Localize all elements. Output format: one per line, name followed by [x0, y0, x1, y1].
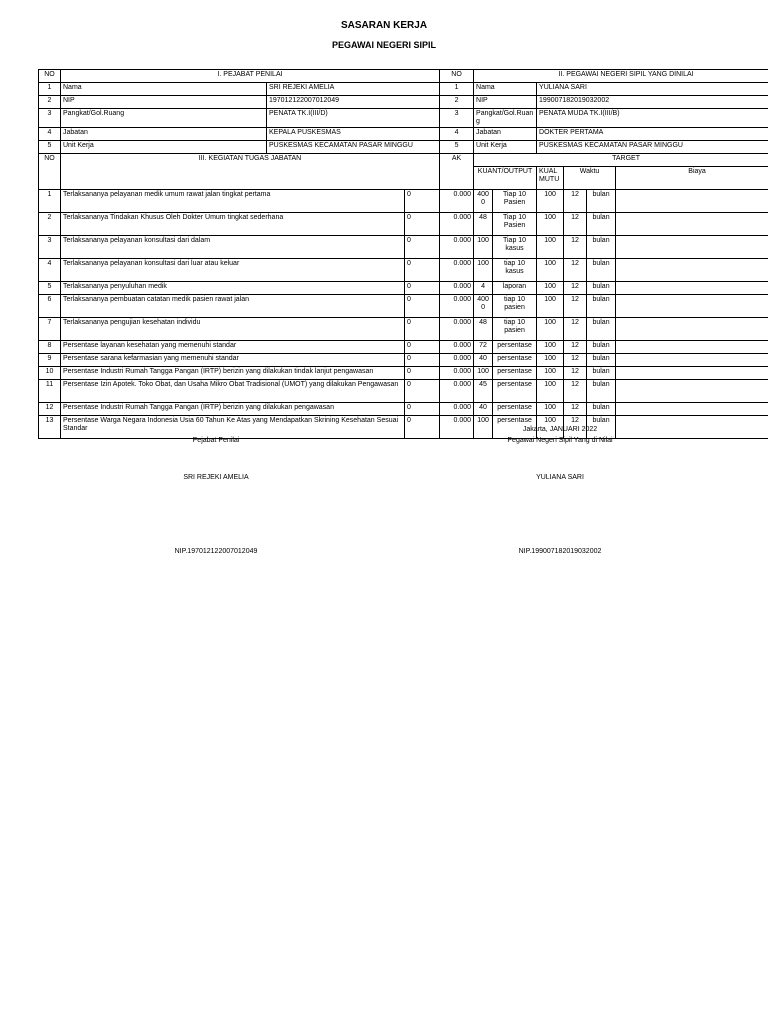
activity-no-header: NO — [39, 154, 61, 190]
identity-row-label-right: Unit Kerja — [474, 141, 537, 154]
identity-row-no: 1 — [39, 83, 61, 96]
activity-output-unit: persentase — [493, 416, 537, 439]
activity-no: 3 — [39, 236, 61, 259]
activity-cost — [616, 403, 768, 416]
work-target-table — [38, 69, 768, 439]
activity-quantity: 4000 — [474, 295, 493, 318]
identity-row-no-right: 1 — [440, 83, 474, 96]
activity-description: Terlaksananya penyuluhan medik — [61, 282, 405, 295]
activity-row — [39, 259, 768, 282]
activity-ak: 0.000 — [440, 259, 474, 282]
identity-row-label-right: NIP — [474, 96, 537, 109]
pns-dinilai-value: YULIANA SARI — [537, 83, 768, 96]
activity-row — [39, 403, 768, 416]
pns-dinilai-name: YULIANA SARI — [536, 474, 584, 481]
activity-quantity: 4 — [474, 282, 493, 295]
kuant-output-header: KUANT/OUTPUT — [474, 167, 537, 190]
pejabat-penilai-name: SRI REJEKI AMELIA — [183, 474, 249, 481]
activity-time: 12 — [564, 318, 587, 341]
activity-quality: 100 — [537, 354, 564, 367]
activity-time: 12 — [564, 354, 587, 367]
identity-row-no-right: 3 — [440, 109, 474, 128]
activity-row — [39, 190, 768, 213]
activity-cost — [616, 295, 768, 318]
activity-output-unit: persentase — [493, 403, 537, 416]
activity-time: 12 — [564, 416, 587, 439]
activity-row — [39, 282, 768, 295]
activity-time-unit: bulan — [587, 213, 616, 236]
activity-cost — [616, 354, 768, 367]
activity-output-unit: persentase — [493, 380, 537, 403]
activity-cost — [616, 341, 768, 354]
activity-description: Terlaksananya pengujian kesehatan individu — [61, 318, 405, 341]
activity-quality: 100 — [537, 318, 564, 341]
identity-row-label-right: Jabatan — [474, 128, 537, 141]
pns-dinilai-value: PENATA MUDA TK.I(III/B) — [537, 109, 768, 128]
activity-zero: 0 — [405, 318, 440, 341]
activity-cost — [616, 380, 768, 403]
activity-quality: 100 — [537, 213, 564, 236]
activity-time: 12 — [564, 403, 587, 416]
activity-time-unit: bulan — [587, 259, 616, 282]
pejabat-penilai-header: I. PEJABAT PENILAI — [61, 70, 440, 83]
activity-quality: 100 — [537, 190, 564, 213]
pejabat-penilai-value: PENATA TK.I(III/D) — [267, 109, 440, 128]
activity-quality: 100 — [537, 380, 564, 403]
activity-quality: 100 — [537, 367, 564, 380]
activity-no: 11 — [39, 380, 61, 403]
activity-time: 12 — [564, 282, 587, 295]
activity-output-unit: Tiap 10 kasus — [493, 236, 537, 259]
pejabat-penilai-nip: NIP.197012122007012049 — [174, 548, 258, 555]
pns-dinilai-role: Pegawai Negeri Sipil Yang di Nilai — [507, 437, 613, 444]
activity-quantity: 100 — [474, 416, 493, 439]
activity-time-unit: bulan — [587, 403, 616, 416]
activity-ak: 0.000 — [440, 318, 474, 341]
activity-zero: 0 — [405, 380, 440, 403]
no-header-right: NO — [440, 70, 474, 83]
activity-time-unit: bulan — [587, 354, 616, 367]
activity-output-unit: laporan — [493, 282, 537, 295]
activity-zero: 0 — [405, 190, 440, 213]
activity-no: 6 — [39, 295, 61, 318]
activity-no: 9 — [39, 354, 61, 367]
activity-time-unit: bulan — [587, 367, 616, 380]
activity-description: Terlaksananya Tindakan Khusus Oleh Dokter Umum tingkat sederhana — [61, 213, 405, 236]
identity-row-no: 2 — [39, 96, 61, 109]
activity-zero: 0 — [405, 354, 440, 367]
activity-quantity: 4000 — [474, 190, 493, 213]
activity-ak: 0.000 — [440, 403, 474, 416]
activity-time: 12 — [564, 213, 587, 236]
identity-row — [39, 83, 768, 96]
target-header: TARGET — [474, 154, 768, 167]
activity-output-unit: persentase — [493, 354, 537, 367]
activity-time-unit: bulan — [587, 416, 616, 439]
activity-zero: 0 — [405, 416, 440, 439]
activity-row — [39, 341, 768, 354]
activity-row — [39, 318, 768, 341]
activity-ak: 0.000 — [440, 354, 474, 367]
activity-cost — [616, 318, 768, 341]
activity-row — [39, 367, 768, 380]
pns-dinilai-nip: NIP.199007182019032002 — [518, 548, 602, 555]
activity-output-unit: tiap 10 kasus — [493, 259, 537, 282]
activity-quantity: 100 — [474, 367, 493, 380]
activity-time: 12 — [564, 190, 587, 213]
identity-row-no: 4 — [39, 128, 61, 141]
activity-cost — [616, 416, 768, 439]
activity-description: Persentase Warga Negara Indonesia Usia 60 Tahun Ke Atas yang Mendapatkan Skrining Kesehatan Sesuai Standar — [61, 416, 405, 439]
kual-mutu-header: KUAL MUTU — [537, 167, 564, 190]
activity-time-unit: bulan — [587, 318, 616, 341]
identity-row-no-right: 5 — [440, 141, 474, 154]
activity-ak: 0.000 — [440, 190, 474, 213]
identity-row-no-right: 4 — [440, 128, 474, 141]
identity-row-no-right: 2 — [440, 96, 474, 109]
identity-row-label-right: Nama — [474, 83, 537, 96]
activity-time-unit: bulan — [587, 295, 616, 318]
activity-no: 7 — [39, 318, 61, 341]
activity-quality: 100 — [537, 295, 564, 318]
activity-output-unit: Tiap 10 Pasien — [493, 213, 537, 236]
activity-cost — [616, 282, 768, 295]
activity-quality: 100 — [537, 416, 564, 439]
activity-row — [39, 295, 768, 318]
activity-zero: 0 — [405, 367, 440, 380]
activity-time: 12 — [564, 295, 587, 318]
activity-no: 12 — [39, 403, 61, 416]
no-header: NO — [39, 70, 61, 83]
activity-no: 10 — [39, 367, 61, 380]
identity-row — [39, 96, 768, 109]
identity-row-label: Unit Kerja — [61, 141, 267, 154]
activity-quality: 100 — [537, 236, 564, 259]
activity-description: Persentase Industri Rumah Tangga Pangan (IRTP) berizin yang dilakukan tindak lanjut pengawasan — [61, 367, 405, 380]
biaya-header: Biaya — [616, 167, 768, 190]
activity-cost — [616, 236, 768, 259]
activity-ak: 0.000 — [440, 416, 474, 439]
activity-description: Persentase sarana kefarmasian yang memenuhi standar — [61, 354, 405, 367]
activity-title-header: III. KEGIATAN TUGAS JABATAN — [61, 154, 440, 190]
activity-output-unit: persentase — [493, 367, 537, 380]
activity-time-unit: bulan — [587, 282, 616, 295]
document-title: SASARAN KERJA — [340, 20, 428, 31]
activity-time: 12 — [564, 341, 587, 354]
activity-no: 2 — [39, 213, 61, 236]
pejabat-penilai-value: SRI REJEKI AMELIA — [267, 83, 440, 96]
waktu-header: Waktu — [564, 167, 616, 190]
activity-row — [39, 416, 768, 439]
activity-description: Terlaksananya pelayanan medik umum rawat jalan tingkat pertama — [61, 190, 405, 213]
activity-no: 8 — [39, 341, 61, 354]
identity-row-label: Jabatan — [61, 128, 267, 141]
activity-cost — [616, 367, 768, 380]
activity-description: Terlaksananya pelayanan konsultasi dari dalam — [61, 236, 405, 259]
activity-quality: 100 — [537, 403, 564, 416]
activity-quantity: 100 — [474, 236, 493, 259]
activity-time: 12 — [564, 236, 587, 259]
activity-zero: 0 — [405, 282, 440, 295]
pns-dinilai-value: DOKTER PERTAMA — [537, 128, 768, 141]
activity-quantity: 48 — [474, 318, 493, 341]
identity-row-label: Nama — [61, 83, 267, 96]
activity-row — [39, 213, 768, 236]
activity-quantity: 48 — [474, 213, 493, 236]
activity-ak: 0.000 — [440, 295, 474, 318]
identity-row-label: Pangkat/Gol.Ruang — [61, 109, 267, 128]
activity-cost — [616, 259, 768, 282]
activity-ak: 0.000 — [440, 341, 474, 354]
identity-row — [39, 128, 768, 141]
activity-time-unit: bulan — [587, 190, 616, 213]
activity-description: Terlaksananya pelayanan konsultasi dari luar atau keluar — [61, 259, 405, 282]
activity-quantity: 45 — [474, 380, 493, 403]
activity-ak: 0.000 — [440, 380, 474, 403]
activity-quantity: 100 — [474, 259, 493, 282]
pejabat-penilai-value: PUSKESMAS KECAMATAN PASAR MINGGU — [267, 141, 440, 154]
document-subtitle: PEGAWAI NEGERI SIPIL — [331, 40, 437, 50]
identity-row-no: 3 — [39, 109, 61, 128]
activity-quantity: 40 — [474, 354, 493, 367]
activity-no: 4 — [39, 259, 61, 282]
activity-output-unit: tiap 10 pasien — [493, 318, 537, 341]
activity-quality: 100 — [537, 341, 564, 354]
pns-dinilai-header: II. PEGAWAI NEGERI SIPIL YANG DINILAI — [474, 70, 768, 83]
activity-time: 12 — [564, 367, 587, 380]
activity-ak: 0.000 — [440, 213, 474, 236]
activity-row — [39, 354, 768, 367]
pns-dinilai-value: PUSKESMAS KECAMATAN PASAR MINGGU — [537, 141, 768, 154]
activity-zero: 0 — [405, 403, 440, 416]
activity-zero: 0 — [405, 341, 440, 354]
pejabat-penilai-value: 197012122007012049 — [267, 96, 440, 109]
activity-description: Terlaksananya pembuatan catatan medik pasien rawat jalan — [61, 295, 405, 318]
activity-zero: 0 — [405, 236, 440, 259]
activity-output-unit: Tiap 10 Pasien — [493, 190, 537, 213]
identity-row-label: NIP — [61, 96, 267, 109]
activity-description: Persentase Industri Rumah Tangga Pangan (IRTP) berizin yang dilakukan pengawasan — [61, 403, 405, 416]
pejabat-penilai-value: KEPALA PUSKESMAS — [267, 128, 440, 141]
activity-quantity: 40 — [474, 403, 493, 416]
activity-time: 12 — [564, 259, 587, 282]
activity-time-unit: bulan — [587, 236, 616, 259]
activity-ak: 0.000 — [440, 282, 474, 295]
identity-row — [39, 141, 768, 154]
activity-time-unit: bulan — [587, 380, 616, 403]
activity-no: 5 — [39, 282, 61, 295]
activity-no: 13 — [39, 416, 61, 439]
activity-description: Persentase layanan kesehatan yang memenuhi standar — [61, 341, 405, 354]
activity-quality: 100 — [537, 259, 564, 282]
activity-description: Persentase Izin Apotek. Toko Obat, dan Usaha Mikro Obat Tradisional (UMOT) yang dilakukan Pengawasan — [61, 380, 405, 403]
pns-dinilai-value: 199007182019032002 — [537, 96, 768, 109]
activity-output-unit: tiap 10 pasien — [493, 295, 537, 318]
place-date: Jakarta, JANUARI 2022 — [522, 426, 598, 433]
activity-zero: 0 — [405, 295, 440, 318]
activity-quality: 100 — [537, 282, 564, 295]
activity-cost — [616, 190, 768, 213]
activity-zero: 0 — [405, 259, 440, 282]
identity-row-label-right: Pangkat/Gol.Ruang — [474, 109, 537, 128]
identity-row-no: 5 — [39, 141, 61, 154]
identity-row — [39, 109, 768, 128]
activity-time-unit: bulan — [587, 341, 616, 354]
activity-output-unit: persentase — [493, 341, 537, 354]
activity-no: 1 — [39, 190, 61, 213]
activity-quantity: 72 — [474, 341, 493, 354]
activity-row — [39, 380, 768, 403]
activity-zero: 0 — [405, 213, 440, 236]
activity-cost — [616, 213, 768, 236]
activity-row — [39, 236, 768, 259]
ak-header: AK — [440, 154, 474, 190]
activity-ak: 0.000 — [440, 236, 474, 259]
activity-time: 12 — [564, 380, 587, 403]
pejabat-penilai-role: Pejabat Penilai — [192, 437, 240, 444]
activity-ak: 0.000 — [440, 367, 474, 380]
